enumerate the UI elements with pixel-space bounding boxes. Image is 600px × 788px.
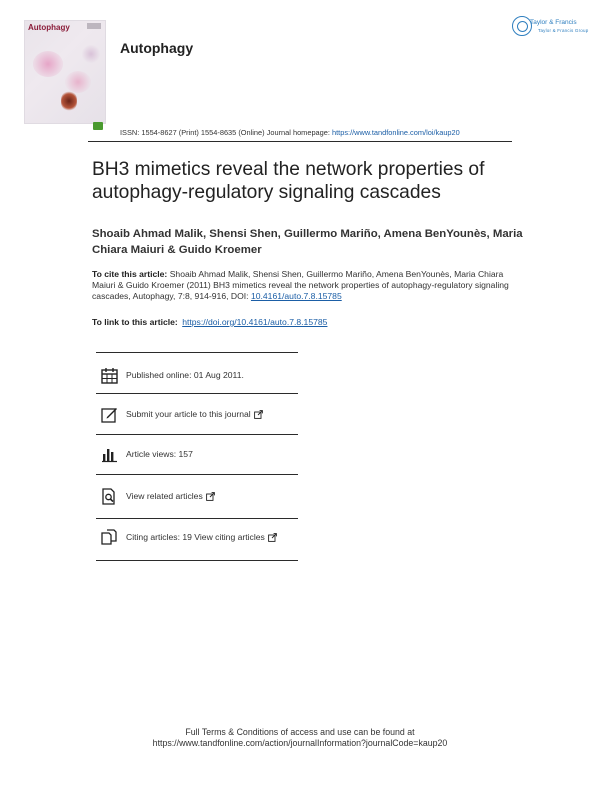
footer-terms-text: Full Terms & Conditions of access and use can be found at <box>185 727 415 737</box>
journal-name[interactable]: Autophagy <box>120 40 194 56</box>
article-link-line <box>92 317 327 327</box>
cover-cell <box>33 51 63 77</box>
citing-articles-row[interactable] <box>100 526 277 548</box>
external-link-icon <box>254 410 263 419</box>
publisher-logo-name: Taylor & Francis <box>530 19 577 26</box>
info-divider <box>96 474 298 475</box>
citation-block <box>92 269 522 302</box>
publisher-logo-sub: Taylor & Francis Group <box>538 28 589 33</box>
bar-chart-icon <box>100 445 118 463</box>
external-link-icon <box>206 492 215 501</box>
related-articles-link[interactable]: View related articles <box>126 491 203 501</box>
article-title: BH3 mimetics reveal the network properties of autophagy-regulatory signaling cascades <box>92 159 485 203</box>
cover-badge-icon <box>93 122 103 130</box>
journal-cover-image[interactable] <box>24 20 106 124</box>
citing-articles-link[interactable]: Citing articles: 19 View citing articles <box>126 532 265 542</box>
article-authors: Shoaib Ahmad Malik, Shensi Shen, Guillermo Mariño, Amena BenYounès, Maria Chiara Maiuri & Guido Kroemer <box>92 228 523 256</box>
article-doi-link[interactable]: https://doi.org/10.4161/auto.7.8.15785 <box>182 317 328 327</box>
info-divider <box>96 352 298 353</box>
issn-text: ISSN: 1554-8627 (Print) 1554-8635 (Online) Journal homepage: <box>120 128 330 137</box>
calendar-icon <box>100 366 118 384</box>
publisher-logo[interactable] <box>512 16 589 38</box>
article-views-row <box>100 443 193 465</box>
citation-label: To cite this article: <box>92 269 168 279</box>
cover-title: Autophagy <box>28 23 70 32</box>
issn-line <box>120 128 460 137</box>
copy-documents-icon <box>100 528 118 546</box>
external-link-icon <box>268 533 277 542</box>
submit-article-link[interactable]: Submit your article to this journal <box>126 409 251 419</box>
submit-article-row[interactable] <box>100 403 263 425</box>
publisher-ring-icon <box>512 16 532 36</box>
related-articles-row[interactable] <box>100 485 215 507</box>
link-label: To link to this article: <box>92 317 178 327</box>
footer <box>0 727 600 749</box>
info-divider <box>96 434 298 435</box>
citation-doi-link[interactable]: 10.4161/auto.7.8.15785 <box>250 291 342 301</box>
cover-cell <box>61 91 77 111</box>
info-divider <box>96 518 298 519</box>
published-date: Published online: 01 Aug 2011. <box>126 370 244 380</box>
edit-icon <box>100 405 118 423</box>
article-views: Article views: 157 <box>126 449 193 459</box>
footer-terms-link[interactable]: https://www.tandfonline.com/action/journalInformation?journalCode=kaup20 <box>152 738 448 748</box>
cover-cell <box>65 71 91 93</box>
citation-text: Shoaib Ahmad Malik, Shensi Shen, Guillermo Mariño, Amena BenYounès, Maria Chiara Maiuri & Guido Kroemer (2011) BH3 mimetics reveal the network properties of autophagy-regulatory signaling cascades, Autophagy, 7:8, 914-916, DOI: <box>92 269 509 301</box>
header-divider <box>88 141 512 142</box>
document-search-icon <box>100 487 118 505</box>
cover-tag <box>87 23 101 29</box>
cover-cell <box>81 45 101 63</box>
info-divider <box>96 393 298 394</box>
info-divider <box>96 560 298 561</box>
journal-homepage-link[interactable]: https://www.tandfonline.com/loi/kaup20 <box>332 128 460 137</box>
published-row <box>100 364 244 386</box>
